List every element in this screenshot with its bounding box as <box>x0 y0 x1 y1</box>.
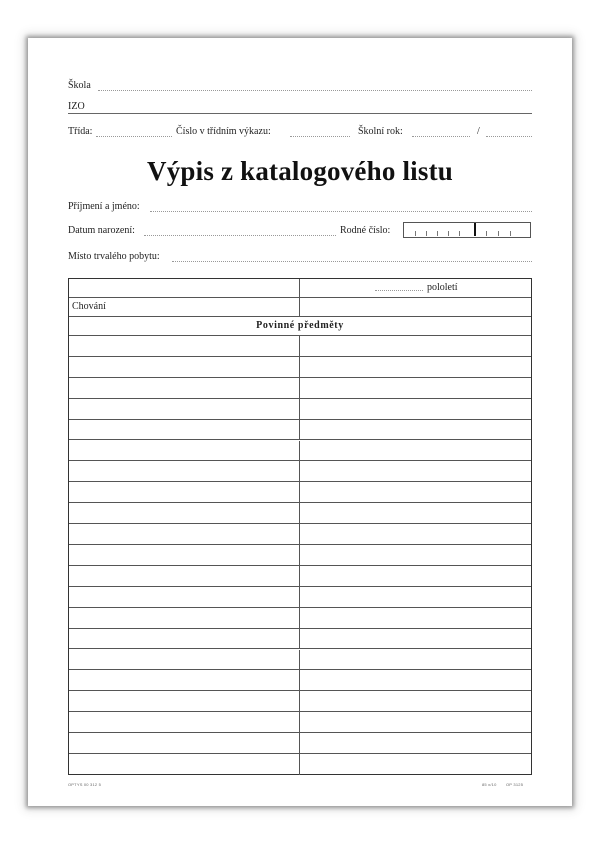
grade-cell[interactable] <box>300 712 531 732</box>
table-row <box>69 441 531 462</box>
table-row <box>69 754 531 775</box>
grade-cell[interactable] <box>300 336 531 356</box>
subject-cell[interactable] <box>69 566 300 586</box>
subject-cell[interactable] <box>69 378 300 398</box>
table-row <box>69 733 531 754</box>
subject-cell[interactable] <box>69 670 300 690</box>
subject-cell[interactable] <box>69 608 300 628</box>
grade-cell[interactable] <box>300 441 531 461</box>
subject-cell[interactable] <box>69 545 300 565</box>
subject-cell[interactable] <box>69 524 300 544</box>
rc-digit-divider <box>486 231 487 236</box>
grade-cell[interactable] <box>300 733 531 753</box>
prijmeni-field[interactable] <box>150 211 532 212</box>
subject-cell[interactable] <box>69 629 300 649</box>
table-row <box>69 357 531 378</box>
footer-right-code-2: OP 3125 <box>506 782 524 787</box>
table-row <box>69 524 531 545</box>
grades-table <box>68 278 532 775</box>
table-row <box>69 712 531 733</box>
subject-cell[interactable] <box>69 712 300 732</box>
table-row <box>69 503 531 524</box>
skolni-rok-field-1[interactable] <box>412 136 470 137</box>
table-row <box>69 608 531 629</box>
rc-digit-divider <box>498 231 499 236</box>
trida-label: Třída: <box>68 126 93 137</box>
subject-cell[interactable] <box>69 650 300 670</box>
skolni-rok-field-2[interactable] <box>486 136 532 137</box>
rc-digit-divider <box>415 231 416 236</box>
grade-cell[interactable] <box>300 691 531 711</box>
subject-cell[interactable] <box>69 754 300 775</box>
subject-cell[interactable] <box>69 399 300 419</box>
table-row <box>69 670 531 691</box>
table-row <box>69 482 531 503</box>
subject-cell[interactable] <box>69 587 300 607</box>
subject-column-header[interactable] <box>69 279 300 297</box>
grade-cell[interactable] <box>300 608 531 628</box>
grade-cell[interactable] <box>300 650 531 670</box>
chovani-grade-cell[interactable] <box>300 298 531 316</box>
prijmeni-label: Příjmení a jméno: <box>68 201 140 212</box>
misto-label: Místo trvalého pobytu: <box>68 251 160 262</box>
rc-digit-divider <box>426 231 427 236</box>
grade-cell[interactable] <box>300 420 531 440</box>
footer-right-code-1: 85 x/10 <box>482 782 497 787</box>
rc-digit-divider <box>448 231 449 236</box>
grade-cell[interactable] <box>300 587 531 607</box>
page-title: Výpis z katalogového listu <box>147 156 453 186</box>
subject-cell[interactable] <box>69 461 300 481</box>
table-row <box>69 545 531 566</box>
rodne-cislo-label: Rodné číslo: <box>340 225 391 236</box>
table-row <box>69 461 531 482</box>
form-sheet <box>28 38 572 806</box>
skolni-rok-label: Školní rok: <box>358 126 403 137</box>
pololeti-header-cell[interactable] <box>300 279 531 297</box>
grade-cell[interactable] <box>300 566 531 586</box>
pololeti-label: pololetí <box>427 282 458 293</box>
trida-field[interactable] <box>96 136 172 137</box>
pololeti-field[interactable] <box>375 290 423 291</box>
rc-digit-divider <box>510 231 511 236</box>
izo-underline <box>68 113 532 114</box>
grade-cell[interactable] <box>300 629 531 649</box>
grade-cell[interactable] <box>300 482 531 502</box>
grade-cell[interactable] <box>300 378 531 398</box>
grade-cell[interactable] <box>300 524 531 544</box>
grade-cell[interactable] <box>300 357 531 377</box>
rc-slash-divider <box>474 223 476 236</box>
grade-cell[interactable] <box>300 545 531 565</box>
datum-field[interactable] <box>144 235 336 236</box>
rc-digit-divider <box>459 231 460 236</box>
subject-cell[interactable] <box>69 482 300 502</box>
skolni-rok-separator: / <box>477 126 480 137</box>
izo-label: IZO <box>68 101 85 112</box>
rodne-cislo-box[interactable] <box>403 222 531 238</box>
datum-label: Datum narození: <box>68 225 135 236</box>
chovani-row <box>69 298 531 317</box>
table-row <box>69 587 531 608</box>
skola-label: Škola <box>68 80 91 91</box>
grade-cell[interactable] <box>300 503 531 523</box>
grade-cell[interactable] <box>300 754 531 775</box>
chovani-label-cell <box>69 298 300 316</box>
subject-cell[interactable] <box>69 733 300 753</box>
subject-cell[interactable] <box>69 441 300 461</box>
subject-cell[interactable] <box>69 691 300 711</box>
cislo-field[interactable] <box>290 136 350 137</box>
skola-field[interactable] <box>98 90 532 91</box>
footer-left-code: OPTYS 00 312 5 <box>68 782 102 787</box>
grade-cell[interactable] <box>300 670 531 690</box>
table-row <box>69 629 531 650</box>
subject-cell[interactable] <box>69 336 300 356</box>
misto-field[interactable] <box>172 261 532 262</box>
table-row <box>69 691 531 712</box>
table-row <box>69 336 531 357</box>
table-row <box>69 399 531 420</box>
grade-cell[interactable] <box>300 399 531 419</box>
section-header-row <box>69 317 531 336</box>
table-row <box>69 650 531 671</box>
cislo-label: Číslo v třídním výkazu: <box>176 126 271 137</box>
povinne-predmety-heading: Povinné předměty <box>256 320 344 331</box>
subject-cell[interactable] <box>69 420 300 440</box>
table-row <box>69 420 531 441</box>
subject-cell[interactable] <box>69 357 300 377</box>
table-row <box>69 566 531 587</box>
subject-cell[interactable] <box>69 503 300 523</box>
grade-cell[interactable] <box>300 461 531 481</box>
chovani-label: Chování <box>72 301 106 312</box>
table-header-row <box>69 279 531 298</box>
rc-digit-divider <box>437 231 438 236</box>
table-row <box>69 378 531 399</box>
